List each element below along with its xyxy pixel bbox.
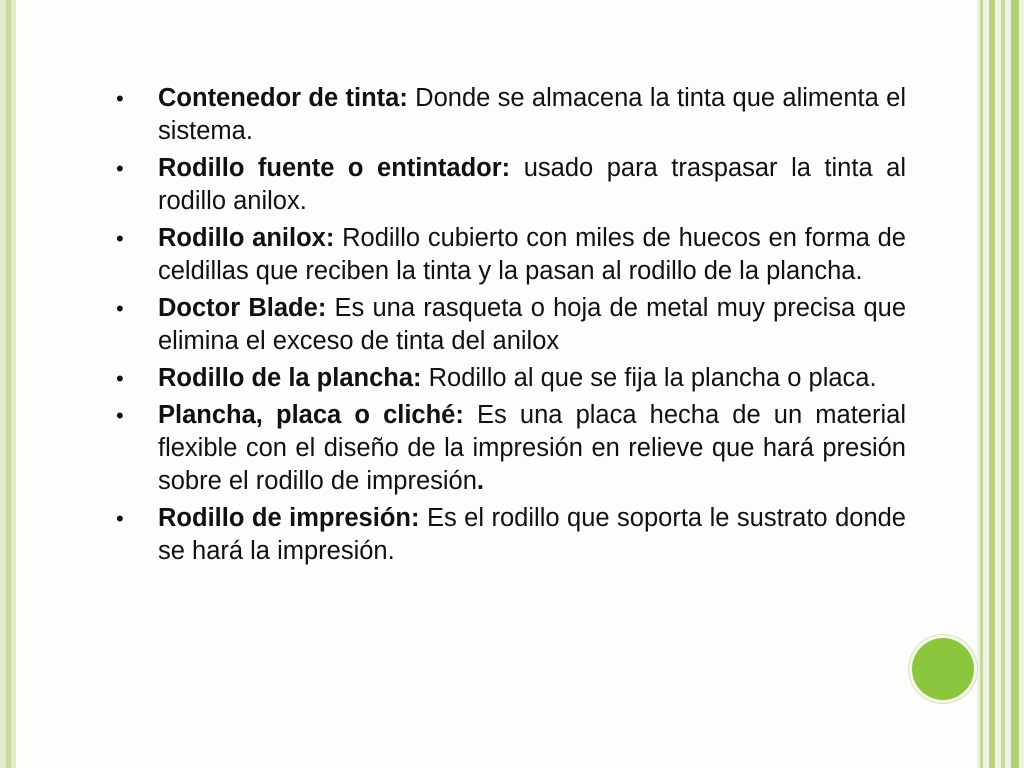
bullet-icon: • [116,403,124,428]
slide-content [116,82,906,572]
bullet-item [116,292,906,358]
bullet-text: Rodillo al que se fija la plancha o placa. [421,364,877,392]
decorative-green-circle [912,638,974,700]
right-border-stripe [980,0,983,768]
bullet-icon: • [116,86,124,111]
bullet-term: Doctor Blade: [158,294,327,322]
bullet-term: Rodillo de impresión: [158,504,420,532]
bullet-text: Es una placa hecha de un material flexible con el diseño de la impresión en relieve que hará presión sobre el rodillo de impresión [158,401,906,495]
bullet-text: Es una rasqueta o hoja de metal muy precisa que elimina el exceso de tinta del anilox [158,294,906,355]
left-border-stripe-inner [6,0,11,768]
right-border-stripe [989,0,995,768]
bullet-item [116,152,906,218]
bullet-term: Contenedor de tinta: [158,84,408,112]
bullet-icon: • [116,366,124,391]
bullet-item [116,362,906,395]
bullet-icon: • [116,506,124,531]
bullet-term: Rodillo de la plancha: [158,364,422,392]
right-border-stripe [1011,0,1019,768]
bullet-icon: • [116,226,124,251]
bullet-term: Rodillo fuente o entintador: [158,154,511,182]
bullet-term: Rodillo anilox: [158,224,335,252]
bullet-icon: • [116,296,124,321]
bullet-text: Es el rodillo que soporta le sustrato donde se hará la impresión. [158,504,906,565]
bullet-item [116,222,906,288]
bullet-item [116,502,906,568]
bullet-list [116,82,906,568]
bullet-suffix: . [476,467,485,495]
bullet-text: Donde se almacena la tinta que alimenta el sistema. [158,84,906,145]
bullet-item [116,82,906,148]
bullet-term: Plancha, placa o cliché: [158,401,464,429]
right-border-stripe [1001,0,1005,768]
bullet-icon: • [116,156,124,181]
bullet-text: usado para traspasar la tinta al rodillo anilox. [158,154,906,215]
bullet-item [116,399,906,498]
bullet-text: Rodillo cubierto con miles de huecos en forma de celdillas que reciben la tinta y la pasan al rodillo de la plancha. [158,224,906,285]
